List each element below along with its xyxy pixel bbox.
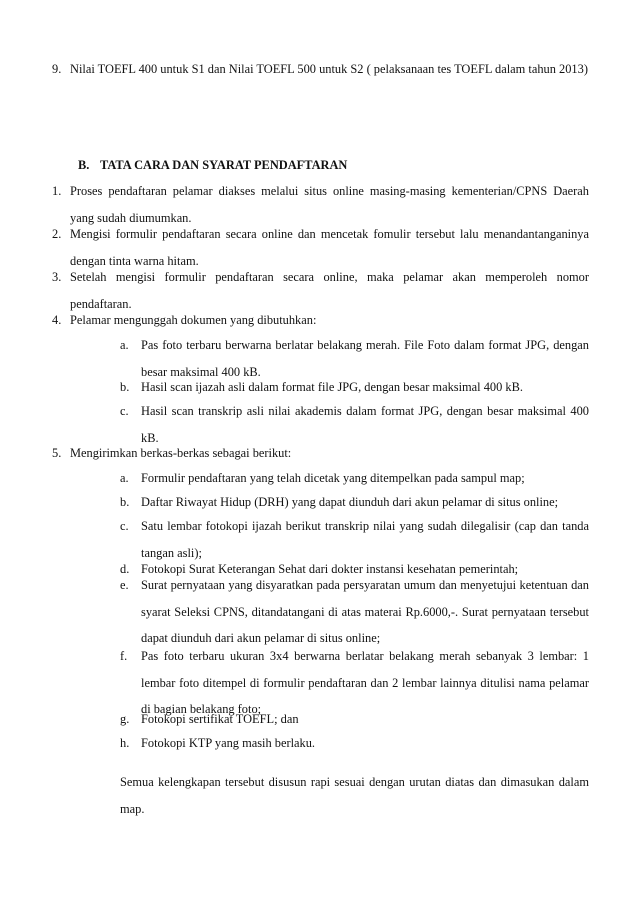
item-5c-text: Satu lembar fotokopi ijazah berikut transkrip nilai yang sudah dilegalisir (cap dan tanda tangan asli);	[141, 519, 589, 560]
item-4a-letter: a.	[120, 338, 129, 352]
item-4c-letter: c.	[120, 404, 129, 418]
item-1-number: 1.	[52, 184, 62, 198]
item-2-text: Mengisi formulir pendaftaran secara online dan mencetak fomulir tersebut lalu menandantanganinya dengan tinta warna hitam.	[70, 227, 589, 268]
item-4b-text: Hasil scan ijazah asli dalam format file JPG, dengan besar maksimal 400 kB.	[141, 380, 523, 394]
item-3-text: Setelah mengisi formulir pendaftaran secara online, maka pelamar akan memperoleh nomor pendaftaran.	[70, 270, 589, 311]
item-5g-text: Fotokopi sertifikat TOEFL; dan	[141, 712, 299, 726]
item-3-number: 3.	[52, 270, 62, 284]
item-5e-text: Surat pernyataan yang disyaratkan pada persyaratan umum dan menyetujui ketentuan dan syarat Seleksi CPNS, ditandatangani di atas materai Rp.6000,-. Surat pernyataan tersebut dapat diunduh dari akun pelamar di situs online;	[141, 578, 589, 645]
item-4-number: 4.	[52, 313, 62, 327]
item-9-text: Nilai TOEFL 400 untuk S1 dan Nilai TOEFL 500 untuk S2 ( pelaksanaan tes TOEFL dalam tahun 2013)	[70, 62, 588, 76]
item-5a-text: Formulir pendaftaran yang telah dicetak yang ditempelkan pada sampul map;	[141, 471, 525, 485]
item-4-text: Pelamar mengunggah dokumen yang dibutuhkan:	[70, 313, 317, 327]
item-5f-letter: f.	[120, 649, 128, 663]
item-5a-letter: a.	[120, 471, 129, 485]
item-2-number: 2.	[52, 227, 62, 241]
closing-paragraph: Semua kelengkapan tersebut disusun rapi sesuai dengan urutan diatas dan dimasukan dalam map.	[120, 775, 589, 816]
item-1-text: Proses pendaftaran pelamar diakses melalui situs online masing-masing kementerian/CPNS Daerah yang sudah diumumkan.	[70, 184, 589, 225]
item-5b-letter: b.	[120, 495, 130, 509]
item-5d-text: Fotokopi Surat Keterangan Sehat dari dokter instansi kesehatan pemerintah;	[141, 562, 519, 576]
item-5h-text: Fotokopi KTP yang masih berlaku.	[141, 736, 316, 750]
item-4b-letter: b.	[120, 380, 130, 394]
section-b-letter: B.	[78, 158, 90, 172]
item-5c-letter: c.	[120, 519, 129, 533]
item-9-number: 9.	[52, 62, 62, 76]
item-5-text: Mengirimkan berkas-berkas sebagai berikut:	[70, 446, 292, 460]
item-5d-letter: d.	[120, 562, 130, 576]
item-5-number: 5.	[52, 446, 62, 460]
section-b-title: TATA CARA DAN SYARAT PENDAFTARAN	[100, 158, 348, 172]
item-4a-text: Pas foto terbaru berwarna berlatar belakang merah. File Foto dalam format JPG, dengan besar maksimal 400 kB.	[141, 338, 589, 379]
item-4c-text: Hasil scan transkrip asli nilai akademis dalam format JPG, dengan besar maksimal 400 kB.	[141, 404, 589, 445]
item-5b-text: Daftar Riwayat Hidup (DRH) yang dapat diunduh dari akun pelamar di situs online;	[141, 495, 559, 509]
item-5h-letter: h.	[120, 736, 130, 750]
item-5g-letter: g.	[120, 712, 130, 726]
item-5f-text: Pas foto terbaru ukuran 3x4 berwarna berlatar belakang merah sebanyak 3 lembar: 1 lembar foto ditempel di formulir pendaftaran dan 2 lembar lainnya ditulisi nama pelamar di bagian belakang foto;	[141, 649, 589, 716]
item-5e-letter: e.	[120, 578, 129, 592]
